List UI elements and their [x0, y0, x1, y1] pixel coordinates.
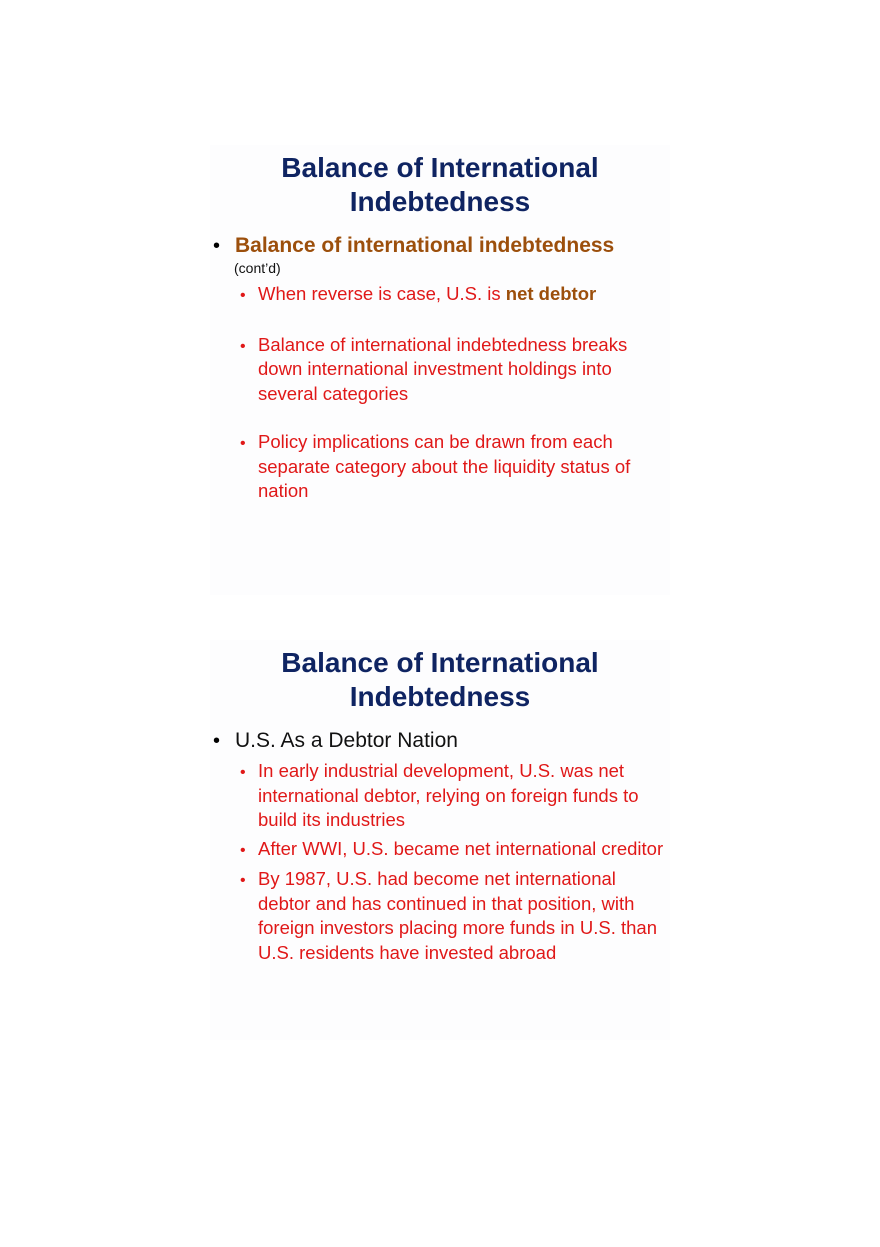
slide-title-line-1: Balance of International — [281, 152, 599, 183]
list-item-text-plain: When reverse is case, U.S. is — [258, 283, 506, 304]
list-item-level-2 — [237, 759, 670, 833]
bullet-dot-icon: • — [213, 235, 221, 257]
list-item-level-1 — [210, 728, 670, 753]
slide-2 — [210, 640, 670, 1040]
list-item-text: By 1987, U.S. had become net international debtor and has continued in that position, with foreign investors placing more funds in U.S. than U.S. residents have invested abroad — [258, 868, 657, 963]
list-item-level-2 — [237, 430, 670, 504]
bullet-list — [210, 728, 670, 965]
bullet-dot-icon: • — [213, 730, 221, 752]
slide-title — [210, 646, 670, 714]
bullet-dot-icon: • — [240, 841, 246, 859]
sub-bullet-list — [237, 759, 670, 965]
bullet-list — [210, 233, 670, 504]
list-item-text: Policy implications can be drawn from each separate category about the liquidity status of nation — [258, 431, 631, 501]
bullet-dot-icon: • — [240, 287, 246, 304]
bullet-heading: Balance of international indebtedness — [235, 234, 615, 257]
list-item-text: After WWI, U.S. became net international creditor — [258, 837, 664, 859]
list-item-level-2 — [237, 282, 670, 309]
bullet-dot-icon: • — [240, 337, 246, 355]
slide-1 — [210, 145, 670, 595]
slide-title — [210, 151, 670, 219]
bullet-dot-icon: • — [240, 872, 246, 889]
sub-bullet-list — [237, 282, 670, 504]
bullet-dot-icon: • — [240, 435, 246, 452]
slide-title-line-2: Indebtedness — [349, 681, 531, 712]
list-item-level-2 — [237, 837, 670, 864]
list-item-level-2 — [237, 333, 670, 407]
slide-title-line-2: Indebtedness — [349, 186, 531, 217]
list-item-text — [258, 282, 670, 307]
bullet-dot-icon: • — [240, 764, 246, 781]
slide-title-line-1: Balance of International — [281, 647, 599, 678]
list-item-level-2 — [237, 867, 670, 965]
list-item-level-1 — [210, 233, 670, 258]
emphasis-term: net debtor — [505, 283, 597, 304]
continued-note: (cont’d) — [234, 260, 281, 276]
list-item-text: In early industrial development, U.S. was net international debtor, relying on foreign funds to build its industries — [258, 760, 639, 830]
list-item-text: Balance of international indebtedness breaks down international investment holdings into several categories — [258, 333, 628, 404]
bullet-heading: U.S. As a Debtor Nation — [235, 729, 458, 752]
